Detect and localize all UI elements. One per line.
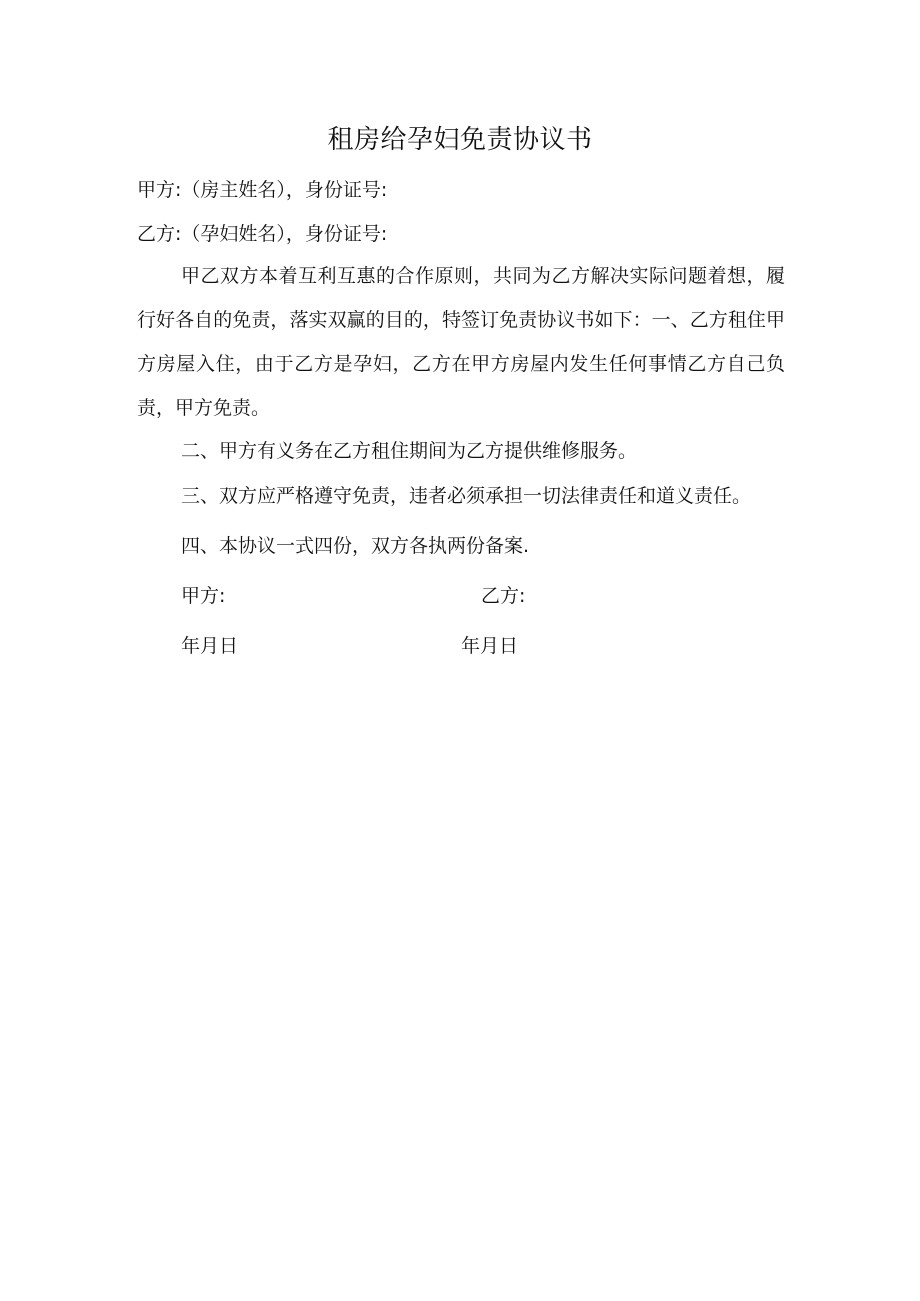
paragraph-clause-1: 甲乙双方本着互利互惠的合作原则，共同为乙方解决实际问题着想，履行好各自的免责，落实双赢的目的，特签订免责协议书如下：一、乙方租住甲方房屋入住，由于乙方是孕妇，乙方在甲方房屋内发生任何事情乙方自己负责，甲方免责。 [137,265,785,419]
clause-2: 二、甲方有义务在乙方租住期间为乙方提供维修服务。 [181,440,638,462]
party-a-signature-label: 甲方: [181,585,226,607]
document-title: 租房给孕妇免责协议书 [327,125,593,155]
clause-4: 四、本协议一式四份，双方各执两份备案. [181,535,530,557]
clause-3: 三、双方应严格遵守免责，违者必须承担一切法律责任和道义责任。 [181,485,752,507]
party-a-line: 甲方:（房主姓名），身份证号: [137,179,388,201]
party-b-line: 乙方:（孕妇姓名），身份证号: [137,223,388,245]
party-a-date: 年月日 [181,635,239,657]
party-b-signature-label: 乙方: [481,585,526,607]
party-b-date: 年月日 [461,635,519,657]
